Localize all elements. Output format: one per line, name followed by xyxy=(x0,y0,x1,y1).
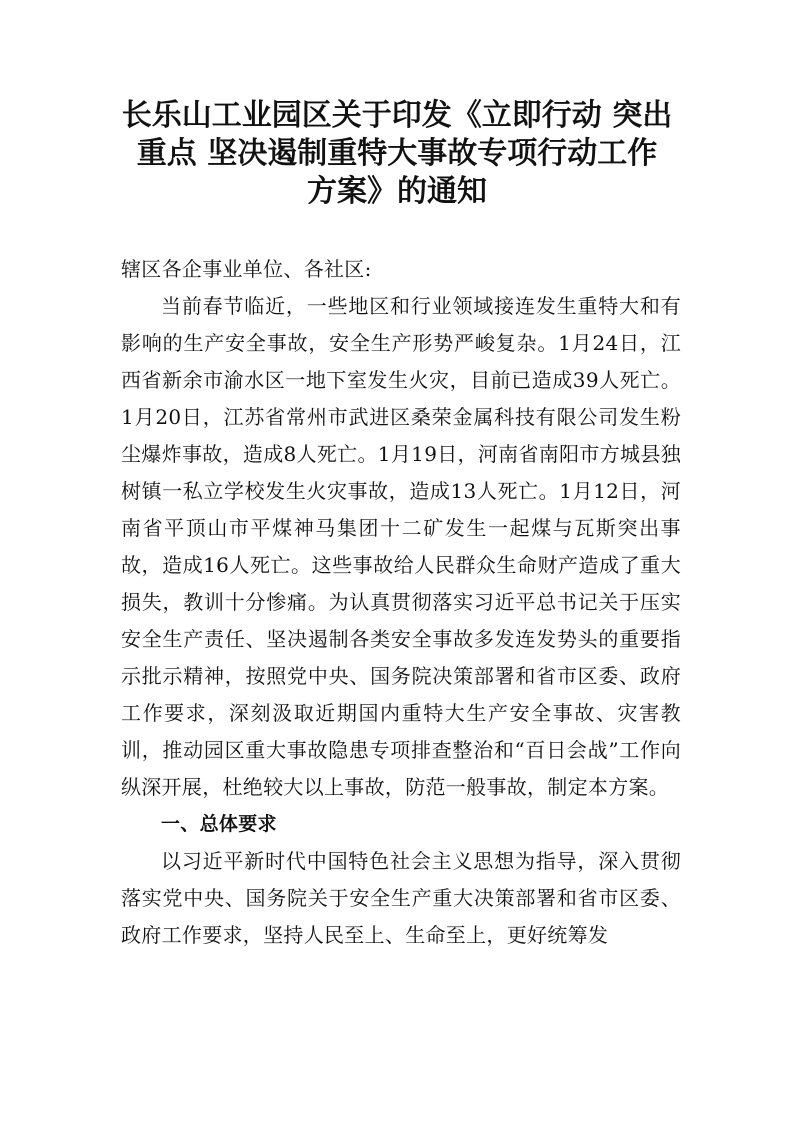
title-line: 方案》的通知 xyxy=(307,174,487,209)
paragraph-guiding-principle: 以习近平新时代中国特色社会主义思想为指导，深入贯彻落实党中央、国务院关于安全生产重大决策部署和省市区委、政府工作要求，坚持人民至上、生命至上，更好统筹发 xyxy=(121,849,681,947)
title-line: 重点 坚决遏制重特大事故专项行动工作 xyxy=(136,136,658,171)
document-title xyxy=(110,97,684,211)
section-heading-general-requirements: 一、总体要求 xyxy=(161,813,277,835)
title-line: 长乐山工业园区关于印发《立即行动 突出 xyxy=(121,98,673,133)
paragraph-intro: 当前春节临近，一些地区和行业领域接连发生重特大和有影响的生产安全事故，安全生产形势严峻复杂。1月24日，江西省新余市渝水区一地下室发生火灾，目前已造成39人死亡。1月20日，江苏省常州市武进区桑荣金属科技有限公司发生粉尘爆炸事故，造成8人死亡。1月19日，河南省南阳市方城县独树镇一私立学校发生火灾事故，造成13人死亡。1月12日，河南省平顶山市平煤神马集团十二矿发生一起煤与瓦斯突出事故，造成16人死亡。这些事故给人民群众生命财产造成了重大损失，教训十分惨痛。为认真贯彻落实习近平总书记关于压实安全生产责任、坚决遏制各类安全事故多发连发势头的重要指示批示精神，按照党中央、国务院决策部署和省市区委、政府工作要求，深刻汲取近期国内重特大生产安全事故、灾害教训，推动园区重大事故隐患专项排查整治和“百日会战”工作向纵深开展，杜绝较大以上事故，防范一般事故，制定本方案。 xyxy=(121,294,681,799)
salutation: 辖区各企事业单位、各社区: xyxy=(121,257,372,281)
document-body xyxy=(121,251,681,954)
